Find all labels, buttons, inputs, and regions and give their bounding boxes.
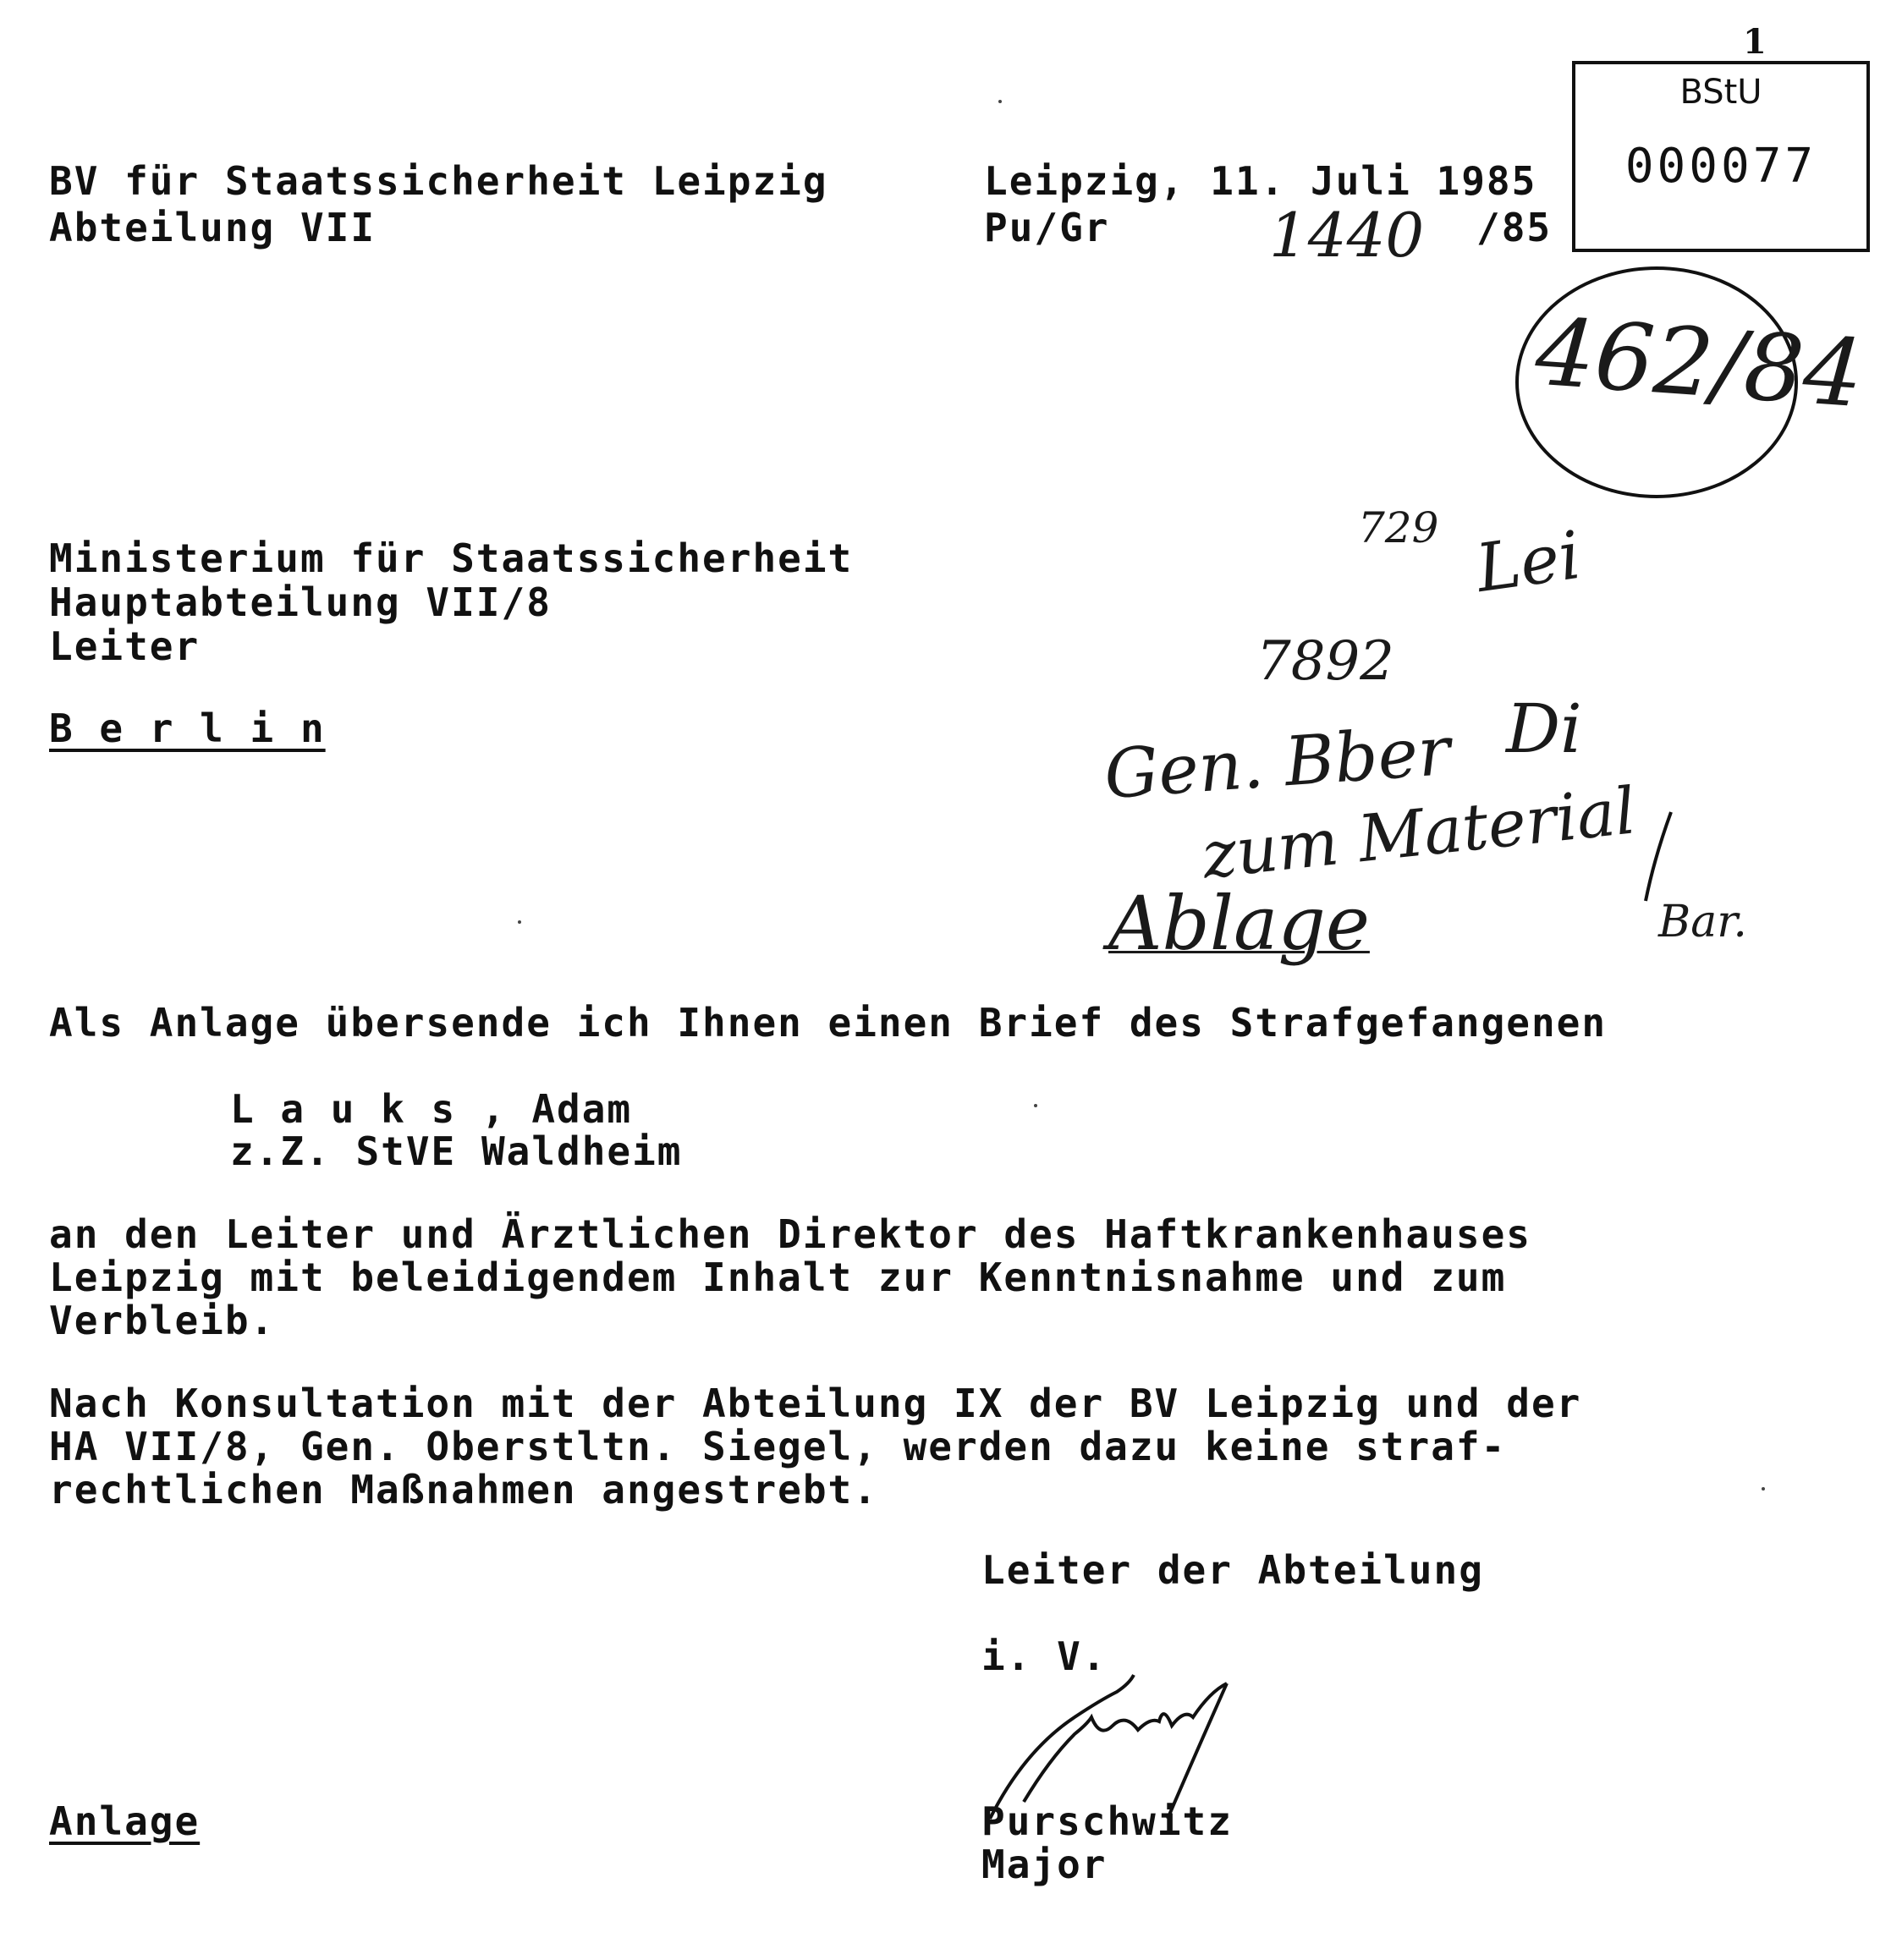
sender-line2: Abteilung VII: [49, 205, 377, 250]
person-location: z.Z. StVE Waldheim: [230, 1128, 683, 1174]
person-name: L a u k s , Adam: [230, 1086, 633, 1132]
note-stroke: [1637, 808, 1688, 909]
date-line: Leipzig, 11. Juli 1985: [984, 158, 1537, 204]
recipient-city: B e r l i n: [49, 705, 326, 751]
scan-speck: [1762, 1487, 1765, 1491]
body-paragraph2-line1: an den Leiter und Ärztlichen Direktor des Haftkrankenhauses: [49, 1211, 1531, 1257]
archive-label: BStU: [1679, 73, 1762, 112]
recipient-line2: Hauptabteilung VII/8: [49, 579, 552, 625]
body-paragraph3-line3: rechtlichen Maßnahmen angestrebt.: [49, 1467, 878, 1513]
note-line2: zum Material: [1198, 772, 1640, 893]
note-number: 729: [1358, 503, 1439, 552]
recipient-line1: Ministerium für Staatssicherheit: [49, 535, 854, 581]
closing-proxy: i. V.: [981, 1633, 1108, 1679]
body-paragraph2-line3: Verbleib.: [49, 1298, 276, 1343]
closing-title: Leiter der Abteilung: [981, 1547, 1484, 1593]
scan-speck: [998, 100, 1002, 103]
reference-prefix: Pu/Gr: [984, 205, 1110, 250]
reference-suffix: /85: [1476, 205, 1553, 250]
note-code: 7892: [1256, 630, 1394, 693]
note-line3: Ablage: [1108, 880, 1370, 967]
signer-rank: Major: [981, 1842, 1108, 1887]
scan-speck: [1034, 1104, 1037, 1107]
signer-name: Purschwitz: [981, 1798, 1233, 1844]
scan-speck: [518, 920, 521, 924]
reference-number: 1440: [1269, 200, 1425, 271]
recipient-line3: Leiter: [49, 623, 201, 669]
body-paragraph3-line1: Nach Konsultation mit der Abteilung IX der BV Leipzig und der: [49, 1381, 1582, 1426]
circled-number: 462/84: [1532, 297, 1866, 429]
note-line1: Gen. Bber: [1102, 711, 1453, 815]
body-paragraph3-line2: HA VII/8, Gen. Oberstltn. Siegel, werden dazu keine straf-: [49, 1424, 1507, 1469]
sender-line1: BV für Staatssicherheit Leipzig: [49, 158, 828, 204]
page-marker: 1: [1743, 22, 1767, 62]
note-initial-di: Di: [1506, 689, 1582, 768]
body-paragraph1: Als Anlage übersende ich Ihnen einen Brief des Strafgefangenen: [49, 1000, 1608, 1046]
archive-number: 000077: [1624, 139, 1817, 194]
note-small-sign: Bar.: [1658, 897, 1747, 947]
note-initials: Lei: [1471, 517, 1586, 608]
archive-stamp: [1572, 61, 1870, 252]
body-paragraph2-line2: Leipzig mit beleidigendem Inhalt zur Kenntnisnahme und zum: [49, 1255, 1507, 1300]
enclosure-label: Anlage: [49, 1798, 201, 1844]
